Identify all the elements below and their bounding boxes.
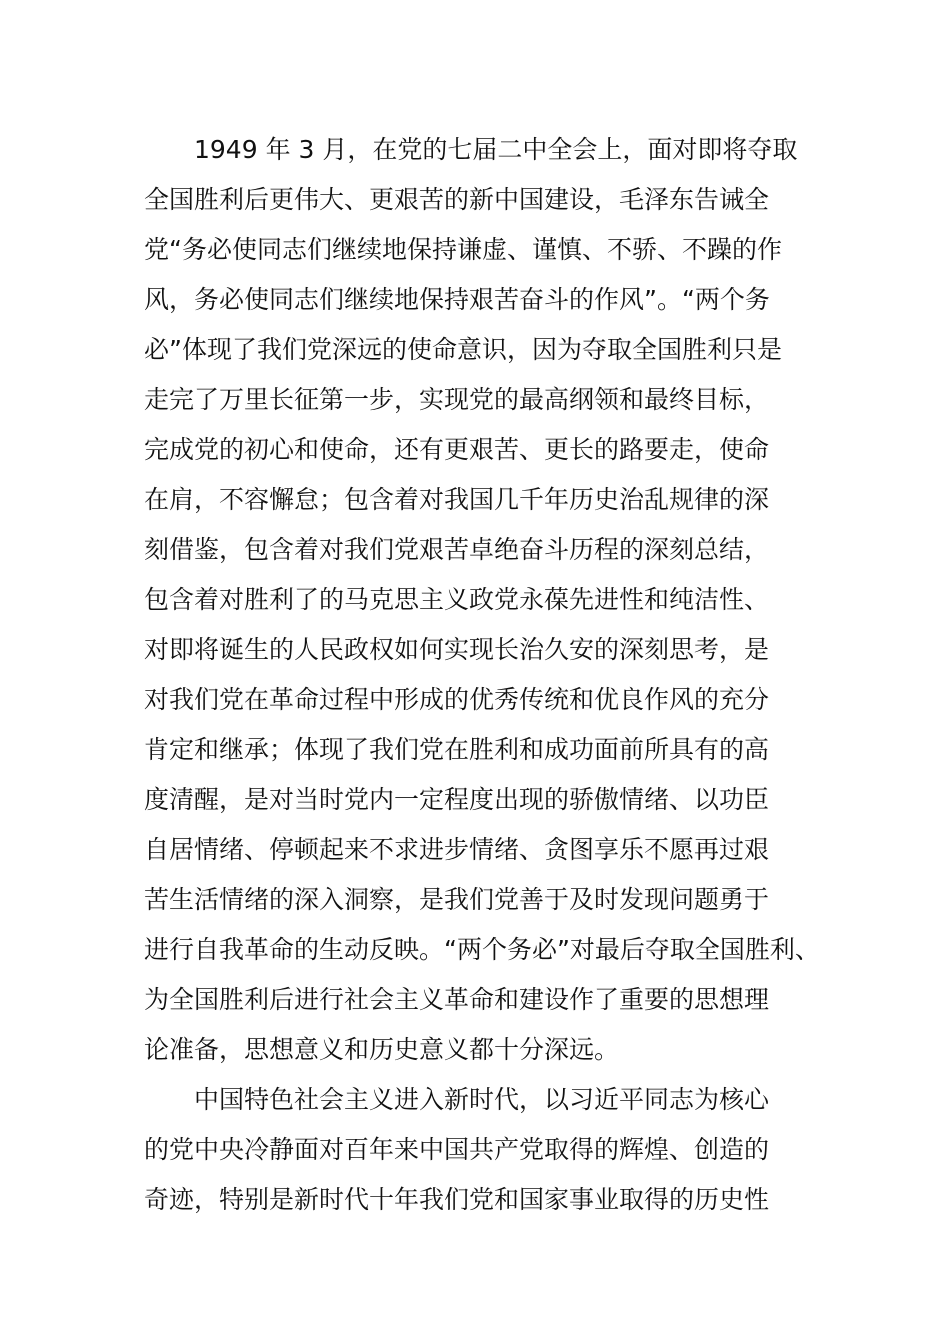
paragraph-line: 苦生活情绪的深入洞察，是我们党善于及时发现问题勇于 <box>144 885 770 914</box>
paragraph-line: 对我们党在革命过程中形成的优秀传统和优良作风的充分 <box>144 685 770 714</box>
paragraph-line: 风，务必使同志们继续地保持艰苦奋斗的作风”。“两个务 <box>144 285 770 314</box>
paragraph-line: 自居情绪、停顿起来不求进步情绪、贪图享乐不愿再过艰 <box>144 835 770 864</box>
paragraph-line: 完成党的初心和使命，还有更艰苦、更长的路要走，使命 <box>144 435 770 464</box>
paragraph-line: 肯定和继承；体现了我们党在胜利和成功面前所具有的高 <box>144 735 770 764</box>
paragraph-line: 为全国胜利后进行社会主义革命和建设作了重要的思想理 <box>144 985 770 1014</box>
paragraph-line: 包含着对胜利了的马克思主义政党永葆先进性和纯洁性、 <box>144 585 770 614</box>
paragraph <box>144 1075 844 1225</box>
paragraph-line: 全国胜利后更伟大、更艰苦的新中国建设，毛泽东告诫全 <box>144 185 770 214</box>
paragraph-line: 对即将诞生的人民政权如何实现长治久安的深刻思考，是 <box>144 635 770 664</box>
paragraph-line: 党“务必使同志们继续地保持谦虚、谨慎、不骄、不躁的作 <box>144 235 782 264</box>
paragraph-line: 论准备，思想意义和历史意义都十分深远。 <box>144 1035 620 1064</box>
paragraph-line: 刻借鉴，包含着对我们党艰苦卓绝奋斗历程的深刻总结， <box>144 535 770 564</box>
paragraph <box>144 125 844 1075</box>
paragraph-line: 在肩，不容懈怠；包含着对我国几千年历史治乱规律的深 <box>144 485 770 514</box>
paragraph-line: 度清醒，是对当时党内一定程度出现的骄傲情绪、以功臣 <box>144 785 770 814</box>
body-text <box>144 125 844 1225</box>
paragraph-line: 进行自我革命的生动反映。“两个务必”对最后夺取全国胜利、 <box>144 935 820 964</box>
paragraph-line: 走完了万里长征第一步，实现党的最高纲领和最终目标， <box>144 385 770 414</box>
paragraph-line: 的党中央冷静面对百年来中国共产党取得的辉煌、创造的 <box>144 1135 770 1164</box>
paragraph-line: 奇迹，特别是新时代十年我们党和国家事业取得的历史性 <box>144 1185 770 1214</box>
paragraph-line: 必”体现了我们党深远的使命意识，因为夺取全国胜利只是 <box>144 335 782 364</box>
paragraph-line: 1949 年 3 月，在党的七届二中全会上，面对即将夺取 <box>194 135 798 164</box>
paragraph-line: 中国特色社会主义进入新时代，以习近平同志为核心 <box>194 1085 770 1114</box>
